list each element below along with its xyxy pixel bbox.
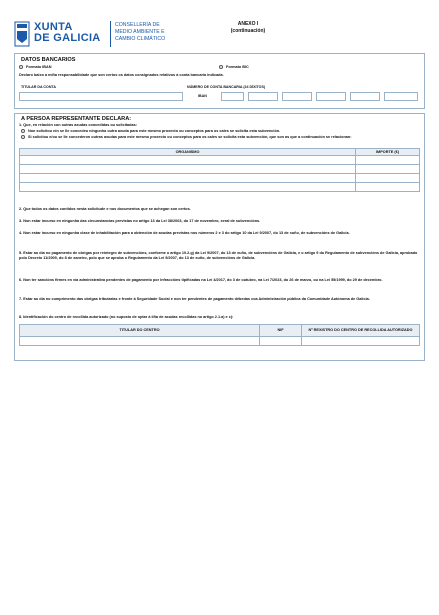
organism-cell[interactable]	[20, 156, 356, 165]
account-number-label: NÚMERO DE CONTA BANCARIA (24 DÍXITOS)	[187, 85, 266, 89]
registry-cell[interactable]	[302, 337, 420, 346]
department-name: CONSELLERÍA DE MEDIO AMBIENTE E CAMBIO CLIMÁTICO	[115, 22, 166, 42]
iban-label: IBAN	[198, 94, 207, 98]
organism-cell[interactable]	[20, 183, 356, 192]
organism-cell[interactable]	[20, 165, 356, 174]
table-row	[20, 337, 420, 346]
bank-section-title: DATOS BANCARIOS	[21, 57, 76, 63]
item-6: 6. Non ter sancións firmes en vía administrativa pendentes de pagamento por infraccións tipificadas na Lei 4/2017, do 3 de outubro, na Lei 7/2023, do 26 de marzo, ou na Lei 55/1999, do 29 de decembro.	[19, 278, 383, 282]
holder-input[interactable]	[19, 92, 183, 101]
bank-data-section	[14, 53, 425, 109]
account-box-1[interactable]	[221, 92, 244, 101]
table-row	[20, 165, 420, 174]
galicia-coat-of-arms-icon	[14, 21, 30, 47]
col-nif: NIF	[260, 325, 302, 337]
annex-heading: ANEXO I (continuación)	[230, 21, 266, 34]
no-other-aid-radio[interactable]	[21, 129, 25, 133]
col-amount: IMPORTE (€)	[356, 149, 420, 156]
iban-radio[interactable]	[19, 65, 23, 69]
logo-divider	[110, 21, 111, 47]
item-5: 5. Estar ao día no pagamento de obrigas por reintegro de subvencións, conforme o artigo 10.2.g) da Lei 9/2007, do 13 de xuño, de subvencións de Galicia, e o artigo 9 do Regulamento de subvencións de Galicia, aprobado polo Decreto 11/2009, do 8 de xaneiro, polo que se aproba o Regulamento da Lei 9/2007, do 13 de xuño, de subvencións de Galicia.	[19, 251, 418, 260]
account-box-5[interactable]	[350, 92, 380, 101]
item-1: 1. Que, en relación con outras axudas concedidas ou solicitadas:	[19, 123, 137, 127]
xunta-logo	[14, 21, 174, 49]
table-row	[20, 174, 420, 183]
bic-option[interactable]: Formato BIC	[219, 65, 249, 70]
declaration-title: A PERSOA REPRESENTANTE DECLARA:	[21, 116, 132, 122]
organism-cell[interactable]	[20, 174, 356, 183]
holder-label: TITULAR DA CONTA	[21, 85, 56, 89]
table-row	[20, 156, 420, 165]
center-holder-cell[interactable]	[20, 337, 260, 346]
col-organism: ORGANISMO	[20, 149, 356, 156]
item-3: 3. Non estar incurso en ningunha das circunstancias previstas no artigo 13 da Lei 38/2003, do 17 de novembro, xeral de subvencións.	[19, 219, 261, 223]
item-2: 2. Que todos os datos contidos nesta solicitude e nos documentos que se achegan son certos.	[19, 207, 191, 211]
logo-text-xunta: XUNTA	[34, 21, 73, 33]
table-row	[20, 183, 420, 192]
other-aid-table	[19, 148, 420, 192]
option-other-aid[interactable]: Si solicitou e/ou se lle concederon outras axudas para este mesmo proxecto ou conceptos para os cales se solicita esta subvención, que son as que a continuación se relacionan:	[21, 135, 419, 140]
account-box-6[interactable]	[384, 92, 418, 101]
col-center-holder: TITULAR DO CENTRO	[20, 325, 260, 337]
item-4: 4. Non estar incurso en ningunha clase de inhabilitación para a obtención de axudas previstas nos números 2 e 3 do artigo 10 da Lei 9/2007, do 13 de xuño, de subvencións de Galicia.	[19, 231, 350, 235]
bank-declaration: Declaro baixo a miña responsabilidade que son certos os datos consignados relativos á conta bancaria indicada.	[19, 73, 224, 77]
other-aid-radio[interactable]	[21, 135, 25, 139]
amount-cell[interactable]	[356, 156, 420, 165]
account-box-2[interactable]	[248, 92, 278, 101]
amount-cell[interactable]	[356, 165, 420, 174]
iban-option[interactable]: Formato IBAN	[19, 65, 52, 70]
col-registry: Nº REXISTRO DO CENTRO DE RECOLLIDA AUTORIZADO	[302, 325, 420, 337]
amount-cell[interactable]	[356, 183, 420, 192]
item-8: 8. Identificación do centro de recollida autorizado (no suposto de optar á liña de axudas recollidas no artigo 2.1.a) e c):	[19, 315, 234, 319]
amount-cell[interactable]	[356, 174, 420, 183]
logo-text-galicia: DE GALICIA	[34, 32, 101, 44]
account-box-4[interactable]	[316, 92, 346, 101]
account-box-3[interactable]	[282, 92, 312, 101]
collection-center-table	[19, 324, 420, 346]
bic-radio[interactable]	[219, 65, 223, 69]
item-7: 7. Estar ao día no cumprimento das obrigas tributarias e fronte á Seguridade Social e non ter pendentes de pagamento débedas coa Administración pública da Comunidade Autónoma de Galicia.	[19, 297, 370, 301]
option-no-other-aid[interactable]: Non solicitou nin se lle concedeu ningunha outra axuda para este mesmo proxecto ou conceptos para os cales se solicita esta subvención.	[21, 129, 419, 134]
declaration-section	[14, 113, 425, 361]
nif-cell[interactable]	[260, 337, 302, 346]
